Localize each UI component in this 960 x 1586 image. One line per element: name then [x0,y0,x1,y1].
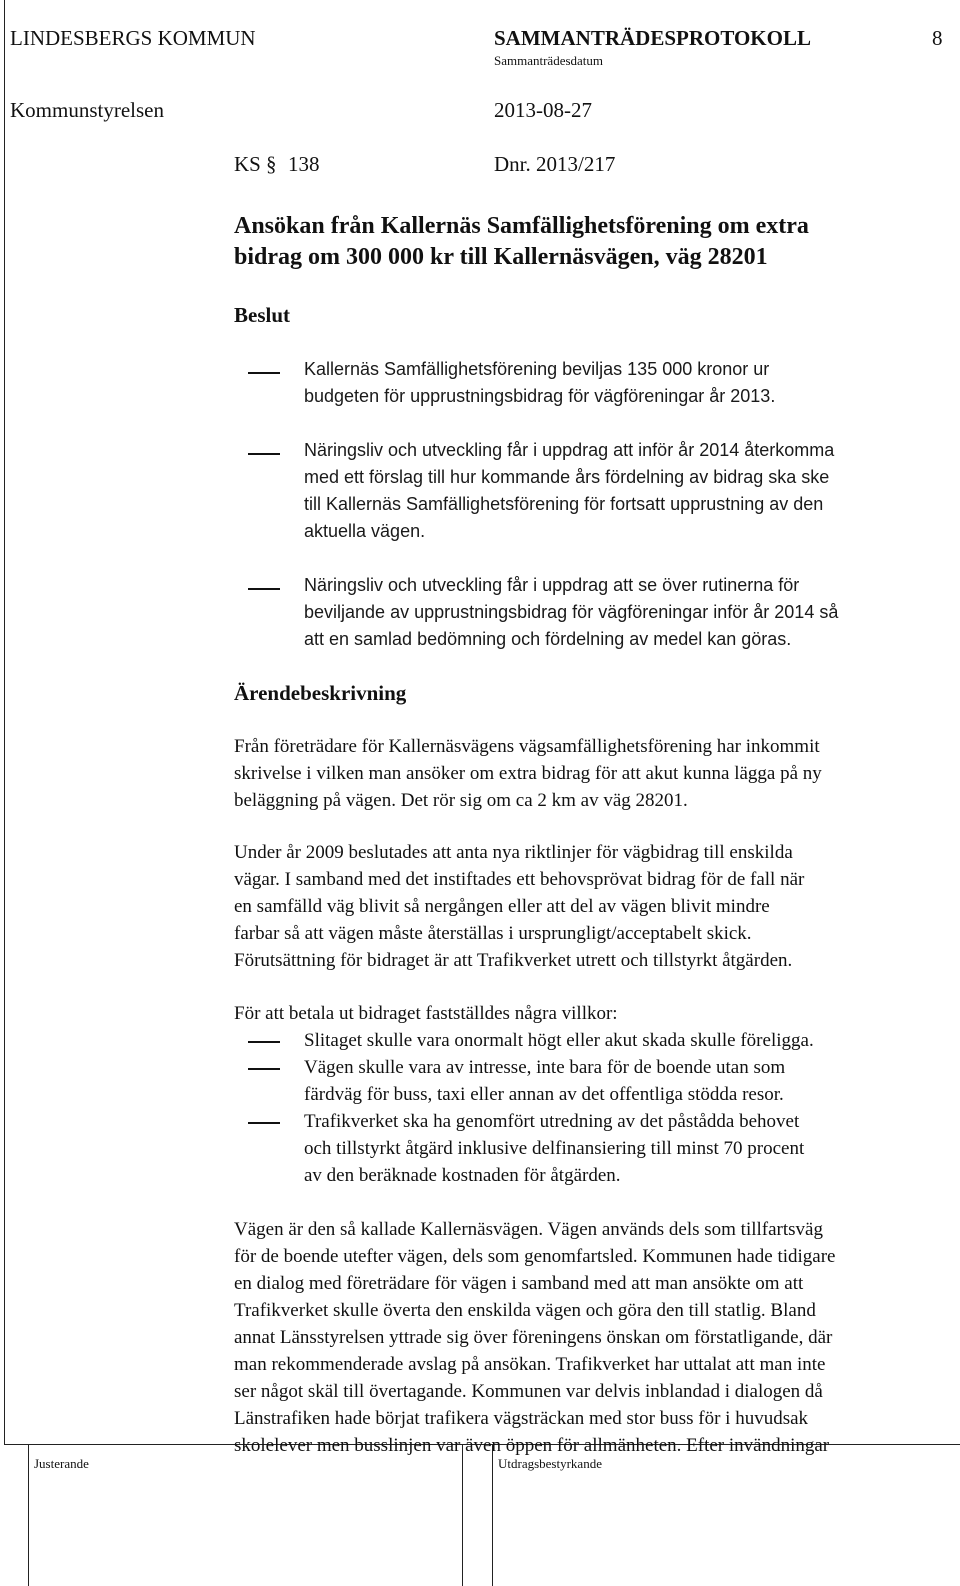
left-margin-line [4,0,5,1444]
text-line: av den beräknade kostnaden för åtgärden. [304,1165,621,1186]
dash-bullet [248,1068,280,1070]
text-line: att en samlad bedömning och fördelning av medel kan göras. [304,629,792,649]
footer-utdragsbestyrkande: Utdragsbestyrkande [498,1456,602,1471]
text-line: och tillstyrkt åtgärd inklusive delfinansiering till minst 70 procent [304,1138,805,1159]
text-line: aktuella vägen. [304,521,426,541]
text-line: Vägen är den så kallade Kallernäsvägen. Vägen används dels som tillfartsväg [234,1219,823,1240]
text-line: Vägen skulle vara av intresse, inte bara för de boende utan som [304,1057,786,1078]
text-line: Kallernäs Samfällighetsförening beviljas 135 000 kronor ur [304,359,770,379]
condition-item [304,1108,804,1189]
text-line: man rekommenderade avslag på ansökan. Trafikverket har uttalat att man inte [234,1354,826,1375]
text-line: färdväg för buss, taxi eller annan av det offentliga stödda resor. [304,1084,784,1105]
description-heading: Ärendebeskrivning [234,681,407,705]
decision-item [304,356,775,410]
page-title [234,211,809,273]
text-line: beläggning på vägen. Det rör sig om ca 2 km av väg 28201. [234,790,688,811]
footer-mid-line [462,1444,463,1586]
title-line: bidrag om 300 000 kr till Kallernäsvägen, väg 28201 [234,244,768,270]
title-line: Ansökan från Kallernäs Samfällighetsförening om extra [234,213,809,239]
footer-justerande: Justerande [34,1456,89,1471]
dnr-number: Dnr. 2013/217 [494,152,616,176]
text-line: Slitaget skulle vara onormalt högt eller akut skada skulle föreligga. [304,1030,814,1051]
description-paragraph [234,733,822,814]
text-line: Länstrafiken hade börjat trafikera vägsträckan med stor buss för i huvudsak [234,1408,809,1429]
document-type: SAMMANTRÄDESPROTOKOLL [494,26,811,50]
text-line: ser något skäl till övertagande. Kommunen var delvis inblandad i dialogen då [234,1381,823,1402]
meeting-date: 2013-08-27 [494,98,592,122]
text-line: en samfälld väg blivit så nergången eller att del av vägen blivit mindre [234,896,770,917]
footer-left-line [28,1444,29,1586]
text-line: Näringsliv och utveckling får i uppdrag att inför år 2014 återkomma [304,440,835,460]
text-line: skrivelse i vilken man ansöker om extra bidrag för att akut kunna lägga på ny [234,763,822,784]
conditions-intro: För att betala ut bidraget fastställdes några villkor: [234,1003,618,1024]
dash-bullet [248,1122,280,1124]
text-line: en dialog med företrädare för vägen i samband med att man ansökte om att [234,1273,804,1294]
dash-bullet [248,453,280,455]
page-number: 8 [932,26,943,50]
condition-item [304,1054,785,1108]
dash-bullet [248,372,280,374]
text-line: för de boende utefter vägen, dels som genomfartsled. Kommunen hade tidigare [234,1246,836,1267]
text-line: Förutsättning för bidraget är att Trafikverket utrett och tillstyrkt åtgärden. [234,950,793,971]
case-ks-label: KS [234,152,261,176]
text-line: Från företrädare för Kallernäsvägens vägsamfällighetsförening har inkommit [234,736,820,757]
committee-name: Kommunstyrelsen [10,98,164,122]
condition-item [304,1027,814,1054]
org-name: LINDESBERGS KOMMUN [10,26,256,50]
case-number: 138 [288,152,320,176]
text-line: annat Länsstyrelsen yttrade sig över föreningens önskan om förstatligande, där [234,1327,833,1348]
footer-mid-line-2 [492,1444,493,1586]
text-line: Trafikverket ska ha genomfört utredning av det påstådda behovet [304,1111,800,1132]
decision-heading: Beslut [234,303,291,327]
description-paragraph [234,839,804,974]
text-line: Trafikverket skulle överta den enskilda vägen och göra den till statlig. Bland [234,1300,816,1321]
decision-item [304,572,838,653]
date-label: Sammanträdesdatum [494,53,604,68]
text-line: vägar. I samband med det instiftades ett behovsprövat bidrag för de fall när [234,869,805,890]
text-line: budgeten för upprustningsbidrag för vägföreningar år 2013. [304,386,776,406]
text-line: Under år 2009 beslutades att anta nya riktlinjer för vägbidrag till enskilda [234,842,793,863]
text-line: Näringsliv och utveckling får i uppdrag att se över rutinerna för [304,575,800,595]
dash-bullet [248,1041,280,1043]
text-line: skolelever men busslinjen var även öppen för allmänheten. Efter invändningar [234,1435,830,1456]
text-line: till Kallernäs Samfällighetsförening för fortsatt upprustning av den [304,494,824,514]
text-line: med ett förslag till hur kommande års fördelning av bidrag ska ske [304,467,830,487]
description-paragraph [234,1216,835,1459]
section-sign: § [266,152,277,176]
dash-bullet [248,588,280,590]
decision-item [304,437,834,545]
text-line: farbar så att vägen måste återställas i ursprungligt/acceptabelt skick. [234,923,752,944]
text-line: beviljande av upprustningsbidrag för vägföreningar inför år 2014 så [304,602,839,622]
